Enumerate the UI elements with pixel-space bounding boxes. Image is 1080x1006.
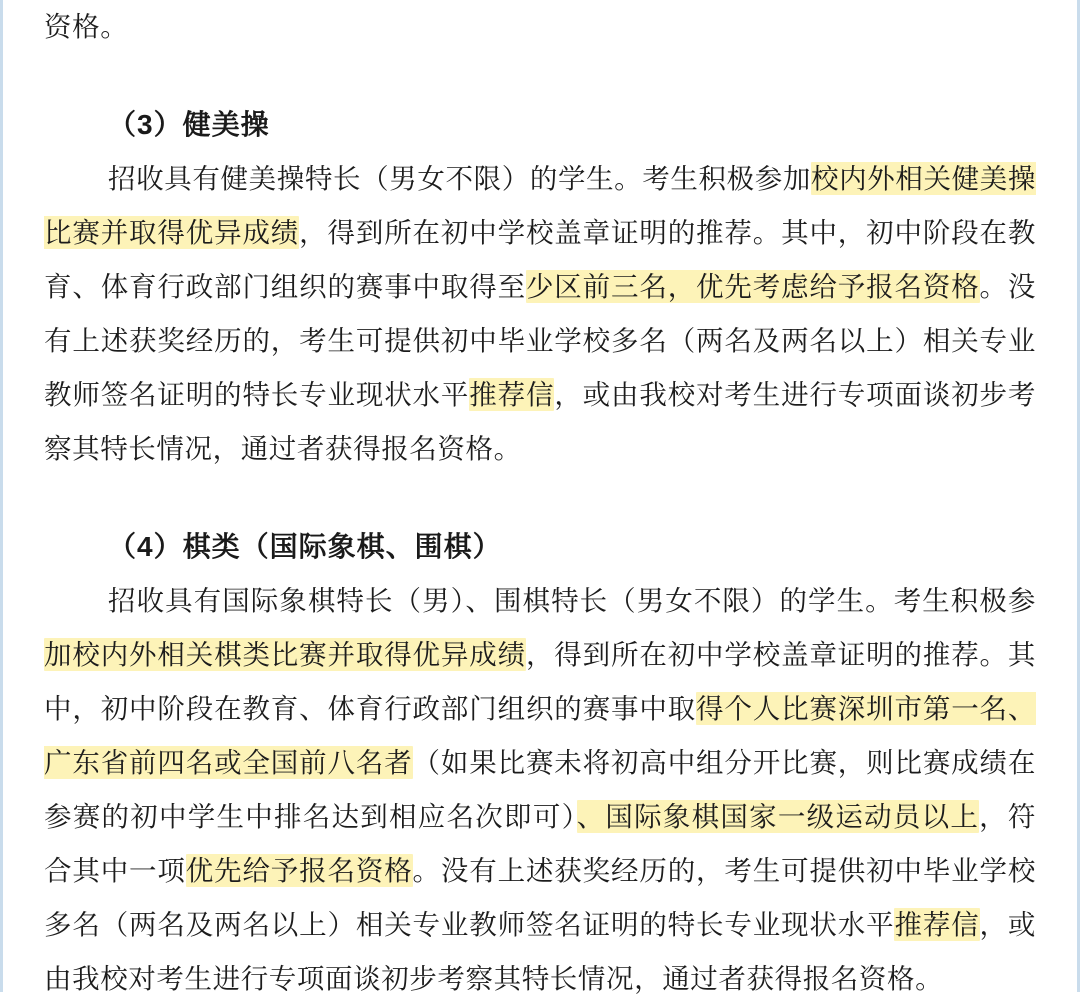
text-run: 。没有上述获奖经历的，考生可提供初中毕业学校多名（两名及两名以上）相关专业教师签名证明的特长专业现状水平 xyxy=(44,271,1036,410)
text-run: ，或由我校对考生进行专项面谈初步考察其特长情况，通过者获得报名资格。 xyxy=(44,909,1036,994)
highlight-run: 优先给予报名资格 xyxy=(185,855,413,886)
highlight-run: 加校内外相关棋类比赛并取得优异成绩 xyxy=(44,639,526,670)
text-run: 招收具有国际象棋特长（男）、围棋特长（男女不限）的学生。考生积极参 xyxy=(108,585,1036,616)
highlight-run: 校内外相关健美操比赛并取得优异成绩 xyxy=(44,163,1036,248)
highlight-run: 推荐信 xyxy=(894,909,980,940)
text-run: 招收具有健美操特长（男女不限）的学生。考生积极参加 xyxy=(108,163,812,194)
highlight-run: 、国际象棋国家一级运动员以上 xyxy=(576,801,980,832)
document-body xyxy=(44,0,1036,1006)
text-run: ，得到所在初中学校盖章证明的推荐。其中，初中阶段在教育、体育行政部门组织的赛事中取 xyxy=(44,639,1036,724)
text-run: ，或由我校对考生进行专项面谈初步考察其特长情况，通过者获得报名资格。 xyxy=(44,379,1037,464)
text-run: 。没有上述获奖经历的，考生可提供初中毕业学校多名（两名及两名以上）相关专业教师签名证明的特长专业现状水平 xyxy=(44,855,1036,940)
highlight-run: 推荐信 xyxy=(469,379,555,410)
highlight-run: 少区前三名，优先考虑给予报名资格 xyxy=(525,271,980,302)
text-run: ，符合其中一项 xyxy=(44,801,1036,886)
section-paragraph-3 xyxy=(44,152,1036,476)
text-run: ，得到所在初中学校盖章证明的推荐。其中，初中阶段在教育、体育行政部门组织的赛事中取得至 xyxy=(44,217,1036,302)
continuation-line: 资格。 xyxy=(44,11,129,42)
section-paragraph-4 xyxy=(44,574,1036,1006)
section-heading-4: （4）棋类（国际象棋、围棋） xyxy=(108,531,502,562)
page-left-border xyxy=(0,0,3,992)
section-heading-3: （3）健美操 xyxy=(108,109,270,140)
text-run: （如果比赛未将初高中组分开比赛，则比赛成绩在参赛的初中学生中排名达到相应名次即可） xyxy=(44,747,1036,832)
highlight-run: 得个人比赛深圳市第一名、广东省前四名或全国前八名者 xyxy=(44,693,1036,778)
